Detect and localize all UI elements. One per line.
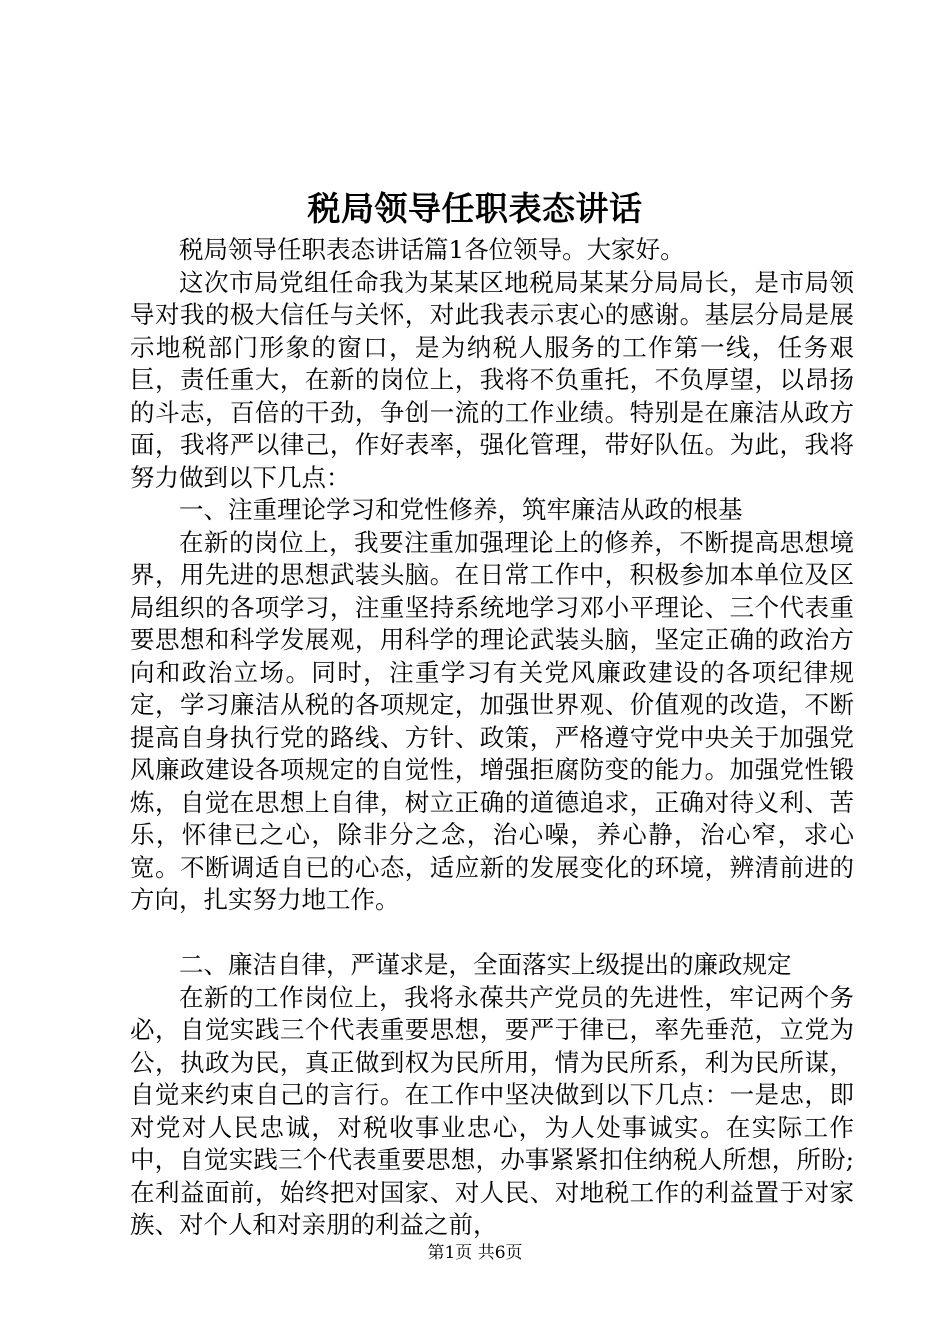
- paragraph-intro: 税局领导任职表态讲话篇1各位领导。大家好。: [179, 235, 685, 264]
- paragraph-section-2: 在新的工作岗位上，我将永葆共产党员的先进性，牢记两个务必，自觉实践三个代表重要思想，要严于律已，率先垂范，立党为公，执政为民，真正做到权为民所用，情为民所系，利为民所谋，自觉来约束自己的言行。在工作中坚决做到以下几点：一是忠，即对党对人民忠诚，对税收事业忠心，为人处事诚实。在实际工作中，自觉实践三个代表重要思想，办事紧紧扣住纳税人所想，所盼;在利益面前，始终把对国家、对人民、对地税工作的利益置于对家族、对个人和对亲朋的利益之前，: [130, 982, 854, 1239]
- section-heading-1: 一、注重理论学习和党性修养，筑牢廉洁从政的根基: [179, 495, 743, 524]
- page-footer: 第1页 共6页: [427, 1243, 523, 1263]
- document-body: [130, 234, 854, 1242]
- document-title: 税局领导任职表态讲话: [307, 189, 643, 228]
- section-heading-2: 二、廉洁自律，严谨求是，全面落实上级提出的廉政规定: [179, 950, 792, 979]
- paragraph-section-1: 在新的岗位上，我要注重加强理论上的修养，不断提高思想境界，用先进的思想武装头脑。在日常工作中，积极参加本单位及区局组织的各项学习，注重坚持系统地学习邓小平理论、三个代表重要思想和科学发展观，用科学的理论武装头脑，坚定正确的政治方向和政治立场。同时，注重学习有关党风廉政建设的各项纪律规定，学习廉洁从税的各项规定，加强世界观、价值观的改造，不断提高自身执行党的路线、方针、政策，严格遵守党中央关于加强党风廉政建设各项规定的自觉性，增强拒腐防变的能力。加强党性锻炼，自觉在思想上自律，树立正确的道德追求，正确对待义利、苦乐，怀律已之心，除非分之念，治心噪，养心静，治心窄，求心宽。不断调适自已的心态，适应新的发展变化的环境，辨清前进的方向，扎实努力地工作。: [130, 527, 854, 914]
- paragraph-appointment: 这次市局党组任命我为某某区地税局某某分局局长，是市局领导对我的极大信任与关怀，对此我表示衷心的感谢。基层分局是展示地税部门形象的窗口，是为纳税人服务的工作第一线，任务艰巨，责任重大，在新的岗位上，我将不负重托，不负厚望，以昂扬的斗志，百倍的干劲，争创一流的工作业绩。特别是在廉洁从政方面，我将严以律己，作好表率，强化管理，带好队伍。为此，我将努力做到以下几点：: [130, 267, 854, 492]
